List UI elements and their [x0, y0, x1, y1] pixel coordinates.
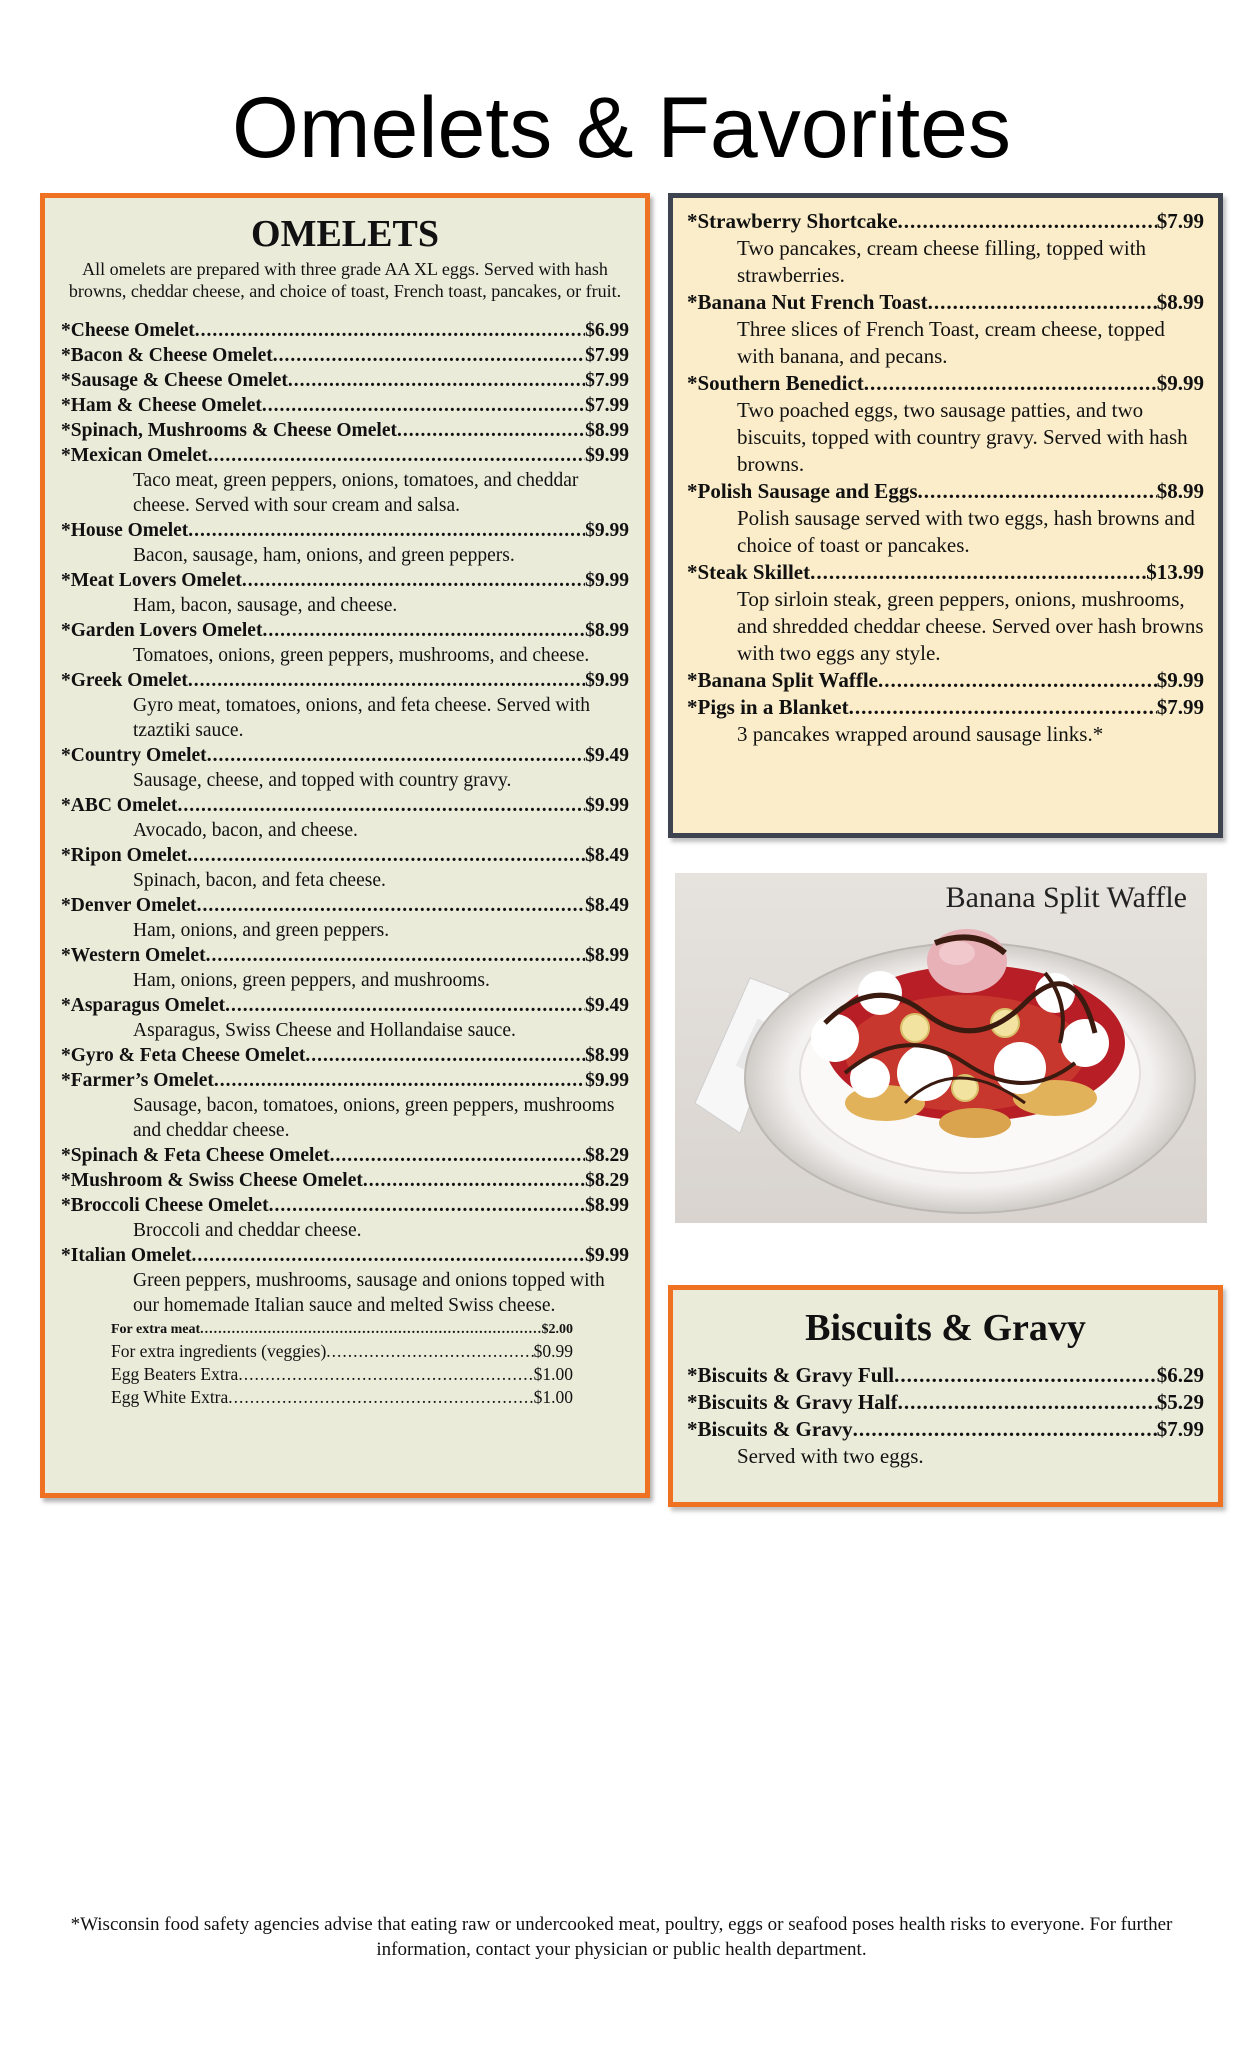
menu-item-name: For extra ingredients (veggies) — [111, 1341, 327, 1361]
menu-item-description: Sausage, cheese, and topped with country gravy. — [133, 770, 512, 791]
menu-item-description: Tomatoes, onions, green peppers, mushrooms, and cheese. — [133, 645, 590, 666]
menu-item — [687, 667, 1204, 694]
menu-item-name: *Mushroom & Swiss Cheese Omelet — [61, 1170, 363, 1191]
menu-item-name: *Gyro & Feta Cheese Omelet — [61, 1045, 306, 1066]
menu-item-price: $6.29 — [1156, 1363, 1204, 1387]
menu-item-price: $7.99 — [1156, 1417, 1204, 1441]
dot-leader — [853, 1416, 1157, 1443]
menu-item — [687, 289, 1204, 316]
dot-leader — [207, 743, 585, 768]
menu-item-name: *Cheese Omelet — [61, 320, 195, 341]
menu-item — [687, 559, 1204, 586]
dot-leader — [397, 418, 585, 443]
menu-item-name: *Meat Lovers Omelet — [61, 570, 242, 591]
menu-item — [687, 208, 1204, 235]
menu-item-description: 3 pancakes wrapped around sausage links.* — [737, 722, 1104, 746]
menu-item-name: *ABC Omelet — [61, 795, 178, 816]
menu-item-price: $8.29 — [585, 1145, 629, 1166]
dot-leader — [225, 993, 585, 1018]
menu-item-price: $9.99 — [585, 520, 629, 541]
menu-item-name: *Greek Omelet — [61, 670, 188, 691]
menu-item-description: Sausage, bacon, tomatoes, onions, green peppers, mushrooms and cheddar cheese. — [133, 1095, 615, 1141]
menu-item-price: $9.99 — [585, 795, 629, 816]
dot-leader — [928, 289, 1157, 316]
menu-item — [687, 1416, 1204, 1443]
menu-item-name: *Biscuits & Gravy — [687, 1417, 853, 1441]
menu-item-name: *Ham & Cheese Omelet — [61, 395, 262, 416]
page-title: Omelets & Favorites — [232, 80, 1011, 176]
menu-item-price: $9.49 — [585, 995, 629, 1016]
menu-item-description: Served with two eggs. — [737, 1444, 924, 1468]
dot-leader — [238, 1363, 533, 1386]
menu-item-price: $8.99 — [585, 420, 629, 441]
waffle-plate-illustration — [675, 873, 1207, 1223]
dot-leader — [228, 1386, 533, 1409]
biscuits-heading: Biscuits & Gravy — [805, 1307, 1086, 1349]
menu-item — [61, 568, 629, 593]
menu-item — [687, 1362, 1204, 1389]
menu-item-name: *Mexican Omelet — [61, 445, 208, 466]
menu-item-description: Broccoli and cheddar cheese. — [133, 1220, 362, 1241]
dot-leader — [188, 518, 585, 543]
menu-item-price: $13.99 — [1146, 560, 1204, 584]
menu-item-price: $8.99 — [585, 1195, 629, 1216]
menu-item-price: $1.00 — [533, 1364, 573, 1384]
photo-caption: Banana Split Waffle — [945, 881, 1187, 914]
menu-item-price: $7.99 — [585, 395, 629, 416]
menu-item — [687, 694, 1204, 721]
food-safety-disclaimer: *Wisconsin food safety agencies advise that eating raw or undercooked meat, poultry, eggs or seafood poses health risks to everyone. For further information, contact your physician or public health department. — [70, 1914, 1173, 1960]
menu-item — [61, 343, 629, 368]
menu-item-price: $7.99 — [585, 370, 629, 391]
menu-item — [61, 618, 629, 643]
menu-item-description: Polish sausage served with two eggs, hash browns and choice of toast or pancakes. — [737, 506, 1195, 557]
menu-item-name: *Spinach, Mushrooms & Cheese Omelet — [61, 420, 398, 441]
menu-item-name: *Polish Sausage and Eggs — [687, 479, 918, 503]
menu-item-name: For extra meat — [111, 1322, 201, 1337]
dot-leader — [187, 843, 585, 868]
menu-item-name: *Biscuits & Gravy Full — [687, 1363, 895, 1387]
menu-item-price: $1.00 — [533, 1387, 573, 1407]
menu-item — [61, 843, 629, 868]
menu-item-price: $9.99 — [585, 1070, 629, 1091]
dot-leader — [898, 1389, 1157, 1416]
menu-item — [61, 668, 629, 693]
menu-item-name: *Asparagus Omelet — [61, 995, 226, 1016]
menu-item — [61, 1043, 629, 1068]
menu-item-name: *House Omelet — [61, 520, 189, 541]
menu-item-price: $9.99 — [585, 445, 629, 466]
menu-item-price: $9.99 — [585, 1245, 629, 1266]
menu-item-description: Bacon, sausage, ham, onions, and green peppers. — [133, 545, 515, 566]
dot-leader — [192, 1243, 586, 1268]
menu-item-name: *Bacon & Cheese Omelet — [61, 345, 273, 366]
menu-item — [61, 443, 629, 468]
menu-item — [111, 1320, 573, 1340]
menu-item-description: Top sirloin steak, green peppers, onions, mushrooms, and shredded cheddar cheese. Served over hash browns with two eggs any style. — [737, 587, 1204, 665]
menu-item — [687, 370, 1204, 397]
menu-item — [111, 1340, 573, 1363]
dot-leader — [810, 559, 1146, 586]
dot-leader — [326, 1340, 533, 1363]
menu-item-price: $9.49 — [585, 745, 629, 766]
menu-item-description: Asparagus, Swiss Cheese and Hollandaise sauce. — [133, 1020, 516, 1041]
menu-item — [61, 1143, 629, 1168]
menu-item-name: *Denver Omelet — [61, 895, 197, 916]
favorites-panel — [668, 193, 1223, 838]
dot-leader — [177, 793, 585, 818]
omelets-panel — [40, 193, 650, 1498]
dot-leader — [878, 667, 1157, 694]
dot-leader — [273, 343, 585, 368]
favorites-list — [687, 208, 1204, 748]
menu-item-name: *Banana Nut French Toast — [687, 290, 928, 314]
menu-item — [61, 1243, 629, 1268]
dot-leader — [262, 618, 585, 643]
menu-item — [61, 393, 629, 418]
menu-item-description: Ham, bacon, sausage, and cheese. — [133, 595, 398, 616]
dot-leader — [200, 1320, 541, 1340]
menu-item-name: *Strawberry Shortcake — [687, 209, 898, 233]
menu-item-name: *Pigs in a Blanket — [687, 695, 849, 719]
menu-item-description: Ham, onions, and green peppers. — [133, 920, 390, 941]
menu-item-description: Avocado, bacon, and cheese. — [133, 820, 358, 841]
dot-leader — [188, 668, 585, 693]
omelets-intro: All omelets are prepared with three grade AA XL eggs. Served with hash browns, cheddar cheese, and choice of toast, French toast, pancakes, or fruit. — [68, 259, 622, 301]
banana-split-waffle-photo — [675, 873, 1207, 1223]
menu-item — [61, 743, 629, 768]
menu-item-price: $9.99 — [585, 670, 629, 691]
menu-item-price: $8.49 — [585, 845, 629, 866]
menu-item-description: Spinach, bacon, and feta cheese. — [133, 870, 386, 891]
menu-item-price: $8.99 — [1156, 479, 1204, 503]
dot-leader — [269, 1193, 586, 1218]
dot-leader — [330, 1143, 586, 1168]
menu-item — [61, 518, 629, 543]
dot-leader — [898, 208, 1157, 235]
menu-item-price: $8.49 — [585, 895, 629, 916]
menu-item-price: $8.99 — [1156, 290, 1204, 314]
dot-leader — [242, 568, 585, 593]
omelets-list — [61, 318, 629, 1318]
menu-item-name: *Ripon Omelet — [61, 845, 188, 866]
menu-item-name: *Banana Split Waffle — [687, 668, 878, 692]
menu-item-price: $2.00 — [541, 1322, 573, 1337]
dot-leader — [288, 368, 585, 393]
menu-item-description: Ham, onions, green peppers, and mushrooms. — [133, 970, 490, 991]
dot-leader — [262, 393, 585, 418]
omelets-heading: OMELETS — [251, 213, 439, 255]
menu-item — [111, 1386, 573, 1409]
menu-item — [61, 368, 629, 393]
menu-item-price: $8.29 — [585, 1170, 629, 1191]
menu-item-name: *Spinach & Feta Cheese Omelet — [61, 1145, 330, 1166]
dot-leader — [894, 1362, 1157, 1389]
menu-item-price: $9.99 — [1156, 668, 1204, 692]
menu-item-price: $7.99 — [585, 345, 629, 366]
menu-item-name: *Western Omelet — [61, 945, 206, 966]
menu-item-price: $8.99 — [585, 945, 629, 966]
menu-item-description: Taco meat, green peppers, onions, tomatoes, and cheddar cheese. Served with sour cream and salsa. — [133, 470, 579, 516]
menu-item-price: $9.99 — [585, 570, 629, 591]
menu-item-price: $8.99 — [585, 1045, 629, 1066]
dot-leader — [195, 318, 585, 343]
menu-item-description: Green peppers, mushrooms, sausage and onions topped with our homemade Italian sauce and melted Swiss cheese. — [133, 1270, 605, 1316]
menu-item-price: $0.99 — [533, 1341, 573, 1361]
menu-item — [61, 793, 629, 818]
biscuits-list — [687, 1362, 1204, 1470]
menu-item-price: $7.99 — [1156, 695, 1204, 719]
menu-item-name: *Farmer’s Omelet — [61, 1070, 214, 1091]
menu-item-description: Two pancakes, cream cheese filling, topped with strawberries. — [737, 236, 1147, 287]
menu-item-price: $6.99 — [585, 320, 629, 341]
dot-leader — [918, 478, 1157, 505]
biscuits-panel — [668, 1285, 1223, 1507]
dot-leader — [197, 893, 586, 918]
dot-leader — [214, 1068, 585, 1093]
dot-leader — [864, 370, 1157, 397]
dot-leader — [208, 443, 585, 468]
menu-item-description: Three slices of French Toast, cream cheese, topped with banana, and pecans. — [737, 317, 1165, 368]
menu-item — [111, 1363, 573, 1386]
menu-item-name: *Country Omelet — [61, 745, 207, 766]
menu-item-description: Two poached eggs, two sausage patties, and two biscuits, topped with country gravy. Served with hash browns. — [737, 398, 1188, 476]
dot-leader — [363, 1168, 585, 1193]
menu-item-price: $7.99 — [1156, 209, 1204, 233]
menu-item — [61, 943, 629, 968]
menu-item-name: *Broccoli Cheese Omelet — [61, 1195, 269, 1216]
menu-item-description: Gyro meat, tomatoes, onions, and feta cheese. Served with tzaztiki sauce. — [133, 695, 591, 741]
menu-item-price: $8.99 — [585, 620, 629, 641]
menu-item — [61, 318, 629, 343]
menu-item — [687, 1389, 1204, 1416]
menu-item — [61, 1168, 629, 1193]
dot-leader — [849, 694, 1157, 721]
menu-item-name: Egg White Extra — [111, 1387, 229, 1407]
omelets-extras — [61, 1320, 629, 1409]
menu-item-name: *Sausage & Cheese Omelet — [61, 370, 288, 391]
menu-item-name: *Garden Lovers Omelet — [61, 620, 263, 641]
menu-item-name: *Southern Benedict — [687, 371, 864, 395]
menu-item-name: Egg Beaters Extra — [111, 1364, 239, 1384]
dot-leader — [206, 943, 586, 968]
dot-leader — [305, 1043, 585, 1068]
menu-item — [61, 1068, 629, 1093]
menu-item — [687, 478, 1204, 505]
menu-item — [61, 418, 629, 443]
menu-item-price: $9.99 — [1156, 371, 1204, 395]
menu-item-name: *Italian Omelet — [61, 1245, 192, 1266]
menu-item-price: $5.29 — [1156, 1390, 1204, 1414]
menu-item — [61, 893, 629, 918]
menu-item — [61, 993, 629, 1018]
menu-item-name: *Biscuits & Gravy Half — [687, 1390, 898, 1414]
menu-item — [61, 1193, 629, 1218]
menu-item-name: *Steak Skillet — [687, 560, 811, 584]
